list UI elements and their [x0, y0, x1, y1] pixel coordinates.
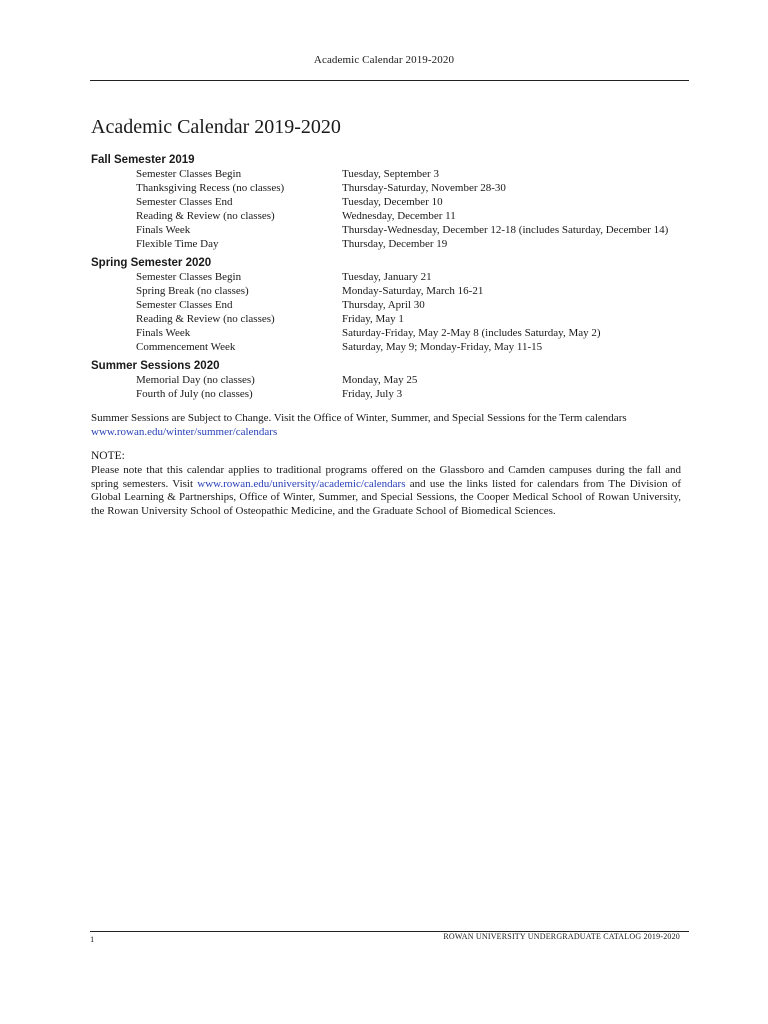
event-name: Thanksgiving Recess (no classes) [136, 182, 285, 194]
event-name: Commencement Week [136, 341, 236, 353]
academic-calendars-link[interactable]: www.rowan.edu/university/academic/calendars [197, 477, 406, 490]
catalog-footer: ROWAN UNIVERSITY UNDERGRADUATE CATALOG 2019-2020 [443, 932, 680, 941]
calendar-row [91, 387, 681, 401]
note-text-before: Please note that this calendar applies to traditional programs offered on the Glassboro and Camden campuses during the fall and spring semesters. Visit [91, 464, 681, 490]
event-date: Saturday-Friday, May 2-May 8 (includes Saturday, May 2) [342, 327, 601, 339]
event-date: Monday, May 25 [342, 374, 418, 386]
event-date: Thursday, April 30 [342, 299, 425, 311]
event-date: Thursday-Wednesday, December 12-18 (includes Saturday, December 14) [342, 224, 669, 236]
section-heading-spring: Spring Semester 2020 [91, 257, 212, 269]
event-name: Reading & Review (no classes) [136, 210, 275, 222]
event-name: Semester Classes Begin [136, 168, 242, 180]
event-date: Saturday, May 9; Monday-Friday, May 11-15 [342, 341, 543, 353]
header-rule [90, 80, 689, 81]
event-name: Finals Week [136, 327, 191, 339]
note-text [91, 464, 681, 518]
event-date: Monday-Saturday, March 16-21 [342, 285, 484, 297]
calendar-row [91, 167, 681, 181]
page-title: Academic Calendar 2019-2020 [91, 116, 341, 138]
page-number: 1 [90, 934, 95, 944]
calendar-row [91, 284, 681, 298]
calendar-row [91, 312, 681, 326]
event-date: Wednesday, December 11 [342, 210, 456, 222]
event-date: Thursday-Saturday, November 28-30 [342, 182, 506, 194]
event-name: Semester Classes End [136, 196, 233, 208]
calendar-row [91, 270, 681, 284]
note-label: NOTE: [91, 450, 125, 462]
event-date: Tuesday, December 10 [342, 196, 443, 208]
event-date: Friday, May 1 [342, 313, 404, 325]
summer-notice-text: Summer Sessions are Subject to Change. Visit the Office of Winter, Summer, and Special Sessions for the Term calendars [91, 412, 627, 424]
section-heading-fall: Fall Semester 2019 [91, 154, 195, 166]
event-name: Reading & Review (no classes) [136, 313, 275, 325]
event-name: Fourth of July (no classes) [136, 388, 253, 400]
calendar-table-summer [91, 373, 681, 401]
summer-calendars-link[interactable]: www.rowan.edu/winter/summer/calendars [91, 426, 278, 438]
main-content [91, 116, 681, 518]
calendar-row [91, 195, 681, 209]
calendar-table-spring [91, 270, 681, 354]
event-date: Tuesday, January 21 [342, 271, 432, 283]
calendar-table-fall [91, 167, 681, 251]
event-name: Semester Classes End [136, 299, 233, 311]
calendar-row [91, 181, 681, 195]
event-name: Spring Break (no classes) [136, 285, 249, 297]
calendar-row [91, 298, 681, 312]
calendar-row [91, 237, 681, 251]
running-header: Academic Calendar 2019-2020 [313, 54, 455, 66]
calendar-row [91, 326, 681, 340]
event-date: Tuesday, September 3 [342, 168, 439, 180]
event-name: Flexible Time Day [136, 238, 219, 250]
calendar-row [91, 223, 681, 237]
calendar-row [91, 209, 681, 223]
note-text-after: and use the links listed for calendars from The Division of Global Learning & Partnerships, Office of Winter, Summer, and Special Sessions, the Cooper Medical School of Rowan University, the Rowan University School of Osteopathic Medicine, and the Graduate School of Biomedical Sciences. [91, 477, 682, 517]
summer-notice [91, 411, 681, 439]
event-name: Memorial Day (no classes) [136, 374, 255, 386]
event-date: Friday, July 3 [342, 388, 403, 400]
calendar-row [91, 373, 681, 387]
event-name: Finals Week [136, 224, 191, 236]
section-heading-summer: Summer Sessions 2020 [91, 360, 220, 372]
event-name: Semester Classes Begin [136, 271, 242, 283]
event-date: Thursday, December 19 [342, 238, 448, 250]
calendar-row [91, 340, 681, 354]
